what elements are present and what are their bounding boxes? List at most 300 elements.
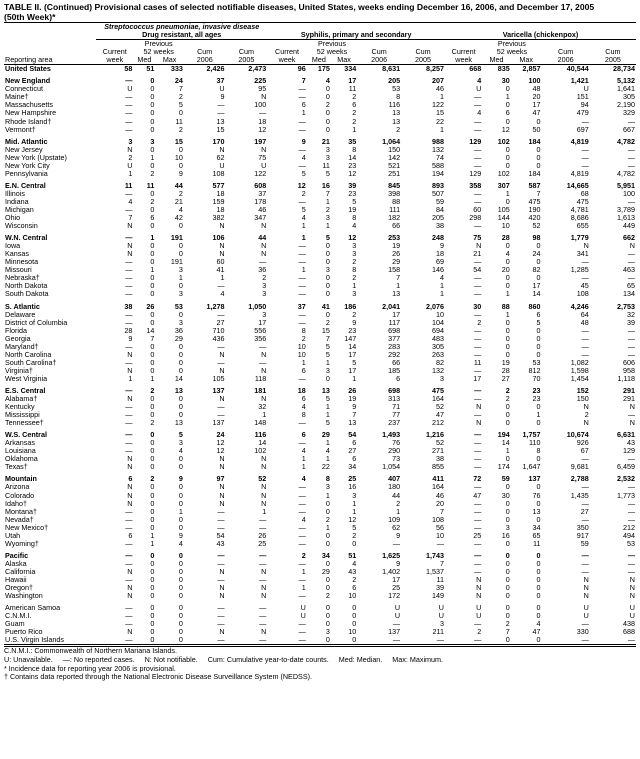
value-cell: 1,641 [617, 85, 635, 94]
value-cell: 17 [473, 374, 482, 383]
value-cell: 75 [258, 153, 267, 162]
value-cell: 50 [532, 125, 541, 134]
value-cell: N [476, 403, 482, 412]
value-cell: 129 [469, 169, 482, 178]
value-cell: 330 [576, 628, 589, 637]
value-cell: 307 [497, 181, 510, 190]
value-cell: 25 [258, 539, 267, 548]
value-cell: 30 [501, 491, 510, 500]
value-cell: 0 [307, 636, 331, 645]
value-cell: 6 [301, 431, 306, 440]
value-cell: 7 [396, 274, 401, 283]
value-cell: — [474, 290, 482, 299]
reporting-area-cell: Tennessee† [5, 419, 44, 428]
table-row [4, 568, 636, 576]
value-cell: 1,054 [382, 463, 401, 472]
value-cell: 893 [432, 181, 444, 190]
value-cell: — [581, 153, 589, 162]
value-cell: 1,647 [522, 463, 541, 472]
reporting-area-cell: Kansas [5, 250, 29, 259]
value-cell: 1,625 [382, 551, 401, 560]
value-cell: — [474, 334, 482, 343]
value-cell: 0 [505, 539, 510, 548]
value-cell: 0 [505, 242, 510, 251]
value-cell: — [581, 567, 589, 576]
footnote-provisional: * Incidence data for reporting year 2006 is provisional. [4, 663, 176, 673]
value-cell: N [127, 455, 133, 464]
value-cell: — [259, 342, 267, 351]
value-cell: 0 [178, 310, 183, 319]
table-row [4, 447, 636, 455]
reporting-area-cell: Massachusetts [5, 101, 53, 110]
reporting-area-cell: Vermont† [5, 125, 36, 134]
value-cell: — [259, 551, 267, 560]
value-cell: 134 [623, 290, 635, 299]
value-cell: 1 [150, 266, 155, 275]
value-cell: 108 [432, 515, 444, 524]
value-cell: N [219, 491, 225, 500]
value-cell: 66 [392, 222, 401, 231]
value-cell: 19 [348, 395, 357, 404]
value-cell: 12 [216, 439, 225, 448]
value-cell: 1 [301, 463, 306, 472]
value-cell: 438 [623, 620, 635, 629]
value-cell: — [298, 592, 306, 601]
table-row [4, 419, 636, 427]
value-cell: 1 [150, 539, 155, 548]
value-cell: 7 [178, 85, 183, 94]
value-cell: — [125, 234, 133, 243]
value-cell: — [217, 620, 225, 629]
header-cum-1b: Cum [238, 48, 254, 57]
value-cell: 2 [352, 531, 357, 540]
value-cell: 347 [254, 214, 267, 223]
value-cell: 151 [576, 93, 589, 102]
region-row [4, 475, 636, 483]
value-cell: U [583, 612, 589, 621]
value-cell: — [298, 125, 306, 134]
reporting-area-cell: Virginia† [5, 366, 33, 375]
value-cell: 0 [536, 515, 541, 524]
value-cell: 15 [216, 125, 225, 134]
value-cell: 5 [352, 358, 357, 367]
value-cell: 207 [432, 77, 444, 86]
reporting-area-cell: North Carolina [5, 350, 52, 359]
value-cell: 144 [497, 214, 510, 223]
footnote-nedss: † Contains data reported through the National Electronic Disease Surveillance System (NEDSS). [4, 672, 313, 682]
value-cell: 341 [576, 250, 589, 259]
value-cell: 4,782 [617, 137, 635, 146]
value-cell: — [184, 636, 226, 645]
value-cell: 2 [325, 318, 330, 327]
value-cell: 2 [352, 93, 357, 102]
value-cell: 43 [348, 567, 357, 576]
value-cell: N [127, 222, 133, 231]
value-cell: 0 [150, 447, 155, 456]
value-cell: 305 [432, 342, 444, 351]
reporting-area-cell: Kentucky [5, 403, 35, 412]
value-cell: 6 [352, 584, 357, 593]
header-2006-1: 2006 [184, 56, 226, 65]
value-cell: 2 [301, 189, 306, 198]
value-cell: 0 [536, 567, 541, 576]
reporting-area-cell: American Samoa [5, 604, 61, 613]
value-cell: 2,788 [570, 475, 589, 484]
table-row [4, 612, 636, 620]
value-cell: — [627, 117, 635, 126]
value-cell: 51 [146, 64, 155, 74]
value-cell: 1,421 [570, 77, 589, 86]
value-cell: 0 [505, 419, 510, 428]
table-row [4, 290, 636, 298]
reporting-area-cell: Pacific [5, 551, 29, 560]
value-cell: 9 [396, 531, 401, 540]
value-cell: 5 [325, 342, 330, 351]
value-cell: 53 [174, 302, 183, 311]
value-cell: — [474, 366, 482, 375]
header-cum-3a: Cum [558, 48, 574, 57]
value-cell: 1 [325, 197, 330, 206]
value-cell: — [581, 515, 589, 524]
reporting-area-cell: Connecticut [5, 85, 43, 94]
reporting-area-cell: District of Columbia [5, 318, 68, 327]
table-row [4, 327, 636, 335]
value-cell: 5 [301, 169, 306, 178]
value-cell: 129 [469, 137, 482, 146]
value-cell: 0 [511, 636, 542, 645]
value-cell: 12 [216, 447, 225, 456]
value-cell: 271 [432, 447, 444, 456]
value-cell: — [474, 463, 482, 472]
value-cell: 2 [352, 576, 357, 584]
value-cell: N [629, 242, 635, 251]
value-cell: U [476, 85, 482, 94]
value-cell: 0 [150, 463, 155, 472]
value-cell: 475 [528, 197, 541, 206]
value-cell: 11 [146, 181, 155, 190]
value-cell: 556 [254, 326, 267, 335]
value-cell: — [436, 539, 444, 548]
value-cell: 5 [178, 101, 183, 110]
table-row [4, 266, 636, 274]
value-cell: — [474, 350, 482, 359]
value-cell: 0 [150, 161, 155, 170]
value-cell: N [219, 463, 225, 472]
value-cell: 148 [254, 419, 267, 428]
value-cell: N [127, 350, 133, 359]
value-cell: — [627, 250, 635, 259]
value-cell: 2 [150, 386, 155, 395]
value-cell: 4 [536, 620, 541, 629]
value-cell: 358 [469, 181, 482, 190]
value-cell: 1 [150, 234, 155, 243]
value-cell: 1 [352, 507, 357, 516]
value-cell: 3 [178, 439, 183, 448]
value-cell: 2 [505, 386, 510, 395]
value-cell: 0 [505, 161, 510, 170]
value-cell: 860 [528, 302, 541, 311]
value-cell: 1 [262, 411, 267, 420]
value-cell: N [127, 463, 133, 472]
value-cell: — [627, 567, 635, 576]
value-cell: N [261, 499, 267, 508]
value-cell: — [298, 628, 306, 637]
value-cell: 0 [325, 93, 330, 102]
value-cell: 77 [392, 411, 401, 420]
value-cell: 1 [505, 447, 510, 456]
value-cell: — [474, 274, 482, 283]
value-cell: 15 [436, 109, 444, 118]
value-cell: N [629, 419, 635, 428]
header-max-1: Max [155, 56, 184, 65]
value-cell: 175 [317, 64, 330, 74]
value-cell: 1,773 [617, 491, 635, 500]
region-row [4, 387, 636, 395]
value-cell: 3 [325, 628, 330, 637]
value-cell: — [474, 310, 482, 319]
value-cell: 11 [533, 539, 541, 548]
value-cell: — [217, 612, 225, 621]
disease-table [4, 22, 636, 645]
value-cell: 0 [505, 334, 510, 343]
reporting-area-cell: Iowa [5, 242, 21, 251]
value-cell: N [219, 628, 225, 637]
value-cell: 1 [440, 290, 444, 299]
table-row [4, 516, 636, 524]
value-cell: 88 [392, 197, 401, 206]
value-cell: 2 [505, 620, 510, 629]
value-cell: 291 [623, 395, 635, 404]
value-cell: 9 [352, 318, 357, 327]
value-cell: 197 [254, 137, 267, 146]
value-cell: 46 [436, 85, 444, 94]
value-cell: U [219, 85, 225, 94]
value-cell: 14 [348, 342, 357, 351]
value-cell: 0 [325, 531, 330, 540]
value-cell: 0 [178, 395, 183, 404]
value-cell: 0 [325, 604, 330, 613]
value-cell: 8 [536, 447, 541, 456]
value-cell: N [127, 242, 133, 251]
value-cell: 398 [388, 189, 401, 198]
value-cell: 159 [212, 197, 225, 206]
reporting-area-cell: Hawaii [5, 576, 27, 584]
value-cell: — [474, 117, 482, 126]
value-cell: U [261, 161, 267, 170]
value-cell: U [629, 612, 635, 621]
value-cell: 4,819 [570, 169, 589, 178]
value-cell: 6 [128, 475, 133, 484]
value-cell: 4 [301, 447, 306, 456]
table-row [4, 492, 636, 500]
footnote-legend: U: Unavailable. —: No reported cases. N: Not notifiable. Cum: Cumulative year-to-date counts. Med: Median. Max: Maximum. [4, 654, 444, 664]
value-cell: 212 [623, 523, 635, 532]
value-cell: — [298, 491, 306, 500]
value-cell: 0 [325, 620, 330, 629]
value-cell: 7 [440, 559, 444, 568]
value-cell: — [217, 576, 225, 584]
value-cell: — [125, 274, 133, 283]
reporting-area-cell: New Jersey [5, 145, 43, 154]
value-cell: 0 [150, 101, 155, 110]
value-cell: 21 [174, 197, 183, 206]
value-cell: 4,246 [570, 302, 589, 311]
value-cell: 194 [432, 169, 444, 178]
reporting-area-cell: Maine† [5, 93, 29, 102]
value-cell: 23 [348, 189, 357, 198]
value-cell: 212 [432, 419, 444, 428]
value-cell: 25 [392, 584, 401, 593]
table-row [4, 335, 636, 343]
value-cell: 20 [532, 93, 541, 102]
value-cell: — [298, 499, 306, 508]
value-cell: 2 [396, 125, 401, 134]
value-cell: — [298, 85, 306, 94]
value-cell: N [583, 419, 589, 428]
value-cell: 17 [532, 282, 541, 291]
value-cell: 4 [352, 222, 357, 231]
value-cell: N [476, 242, 482, 251]
reporting-area-cell: S. Atlantic [5, 302, 40, 311]
value-cell: 697 [576, 125, 589, 134]
value-cell: — [125, 205, 133, 214]
value-cell: 104 [432, 318, 444, 327]
value-cell: — [581, 620, 589, 629]
value-cell: 8 [396, 93, 401, 102]
value-cell: — [125, 431, 133, 440]
value-cell: 37 [216, 77, 225, 86]
region-row [4, 77, 636, 85]
value-cell: 11 [473, 358, 482, 367]
value-cell: 0 [178, 604, 183, 613]
value-cell: — [217, 551, 225, 560]
value-cell: 1,435 [570, 491, 589, 500]
table-header [4, 23, 636, 65]
value-cell: 45 [580, 282, 589, 291]
value-cell: — [125, 539, 133, 548]
value-cell: 21 [473, 250, 482, 259]
value-cell: 10 [297, 342, 306, 351]
table-row [4, 162, 636, 170]
value-cell: 3 [178, 266, 183, 275]
table-row [4, 375, 636, 383]
header-max-2: Max [331, 56, 357, 65]
value-cell: N [261, 242, 267, 251]
value-cell: 1 [325, 358, 330, 367]
value-cell: 5 [352, 197, 357, 206]
value-cell: 926 [576, 439, 589, 448]
value-cell: 0 [150, 318, 155, 327]
value-cell: 4 [477, 109, 482, 118]
value-cell: 0 [505, 551, 510, 560]
value-cell: 0 [178, 411, 183, 420]
value-cell: 0 [536, 153, 541, 162]
value-cell: 0 [178, 463, 183, 472]
value-cell: 290 [388, 447, 401, 456]
value-cell: 0 [178, 145, 183, 154]
value-cell: 0 [536, 350, 541, 359]
table-title [4, 2, 636, 22]
value-cell: 25 [473, 531, 482, 540]
value-cell: 11 [124, 181, 133, 190]
value-cell: N [127, 366, 133, 375]
table-row [4, 439, 636, 447]
value-cell: 205 [432, 214, 444, 223]
value-cell: 1 [352, 499, 357, 508]
reporting-area-cell: Colorado [5, 491, 35, 500]
value-cell: 420 [528, 214, 541, 223]
value-cell: — [259, 620, 267, 629]
value-cell: 0 [150, 551, 155, 560]
value-cell: 8 [301, 326, 306, 335]
value-cell: — [125, 604, 133, 613]
reporting-area-cell: New York (Upstate) [5, 153, 67, 162]
value-cell: 20 [436, 499, 444, 508]
value-cell: — [125, 439, 133, 448]
value-cell: 29 [392, 258, 401, 267]
value-cell: 18 [297, 386, 306, 395]
value-cell: — [125, 342, 133, 351]
value-cell: 0 [150, 439, 155, 448]
value-cell: 132 [432, 366, 444, 375]
value-cell: 1,613 [617, 214, 635, 223]
value-cell: 0 [150, 559, 155, 568]
value-cell: — [474, 197, 482, 206]
value-cell: U [300, 604, 306, 613]
value-cell: 698 [388, 386, 401, 395]
value-cell: 248 [432, 234, 444, 243]
value-cell: 1 [301, 222, 306, 231]
value-cell: 43 [216, 539, 225, 548]
value-cell: 1 [440, 282, 444, 291]
value-cell: 76 [532, 491, 541, 500]
value-cell: 0 [505, 411, 510, 420]
value-cell: 0 [352, 604, 357, 613]
value-cell: N [583, 403, 589, 412]
value-cell: 4 [301, 214, 306, 223]
value-cell: — [125, 419, 133, 428]
value-cell: 65 [627, 282, 635, 291]
value-cell: — [298, 161, 306, 170]
value-cell: 9 [178, 475, 183, 484]
value-cell: 1 [150, 153, 155, 162]
value-cell: 181 [254, 386, 267, 395]
header-max-3: Max [511, 56, 542, 65]
value-cell: 588 [432, 161, 444, 170]
value-cell: 8,686 [570, 214, 589, 223]
value-cell: 333 [170, 64, 183, 74]
value-cell: 52 [532, 222, 541, 231]
value-cell: 4 [178, 447, 183, 456]
table-row [4, 85, 636, 93]
table-row [4, 463, 636, 471]
value-cell: — [627, 499, 635, 508]
value-cell: 0 [178, 250, 183, 259]
value-cell: 38 [436, 222, 444, 231]
table-row [4, 395, 636, 403]
value-cell: 958 [623, 366, 635, 375]
reporting-area-cell: Pennsylvania [5, 169, 48, 178]
value-cell: — [125, 266, 133, 275]
reporting-area-cell: Idaho† [5, 499, 27, 508]
reporting-area-cell: E.S. Central [5, 386, 46, 395]
value-cell: — [392, 539, 401, 548]
value-cell: 0 [325, 499, 330, 508]
value-cell: 211 [432, 628, 444, 637]
value-cell: 172 [388, 592, 401, 601]
value-cell: 2 [352, 274, 357, 283]
value-cell: 0 [178, 523, 183, 532]
